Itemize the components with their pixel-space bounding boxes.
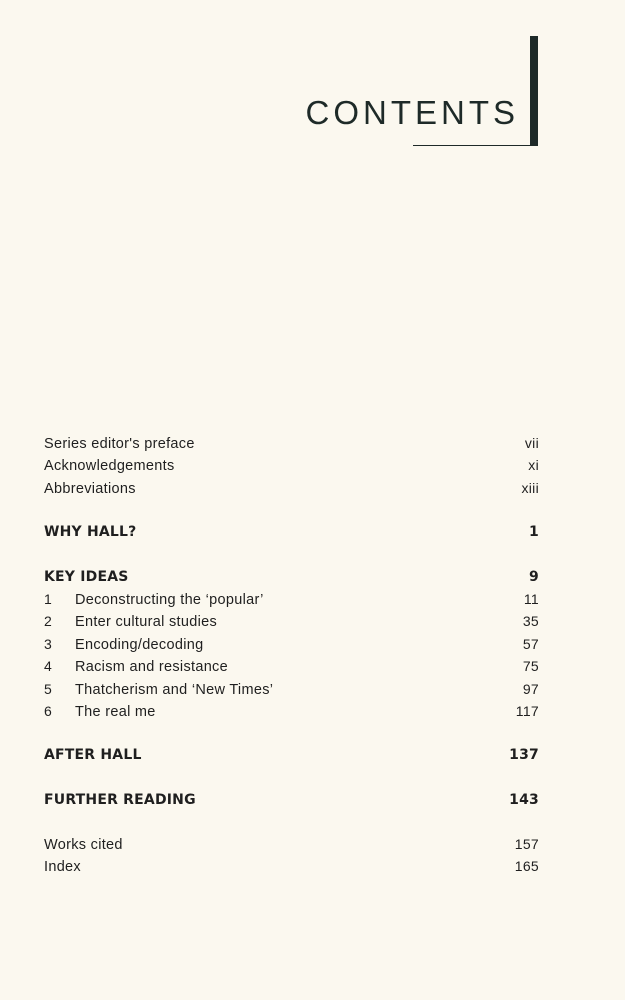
toc-section-page: 137 [509, 747, 539, 764]
toc-chapter-number: 2 [44, 613, 53, 630]
toc-entry-label: Abbreviations [44, 480, 136, 497]
toc-chapter-label: Racism and resistance [75, 659, 228, 676]
toc-entry-page: 165 [514, 858, 539, 875]
toc-entry-page: xiii [521, 479, 539, 496]
toc-entry-acknowledgements [44, 454, 539, 476]
toc-chapter-2 [44, 610, 539, 632]
toc-chapter-label: Thatcherism and ‘New Times’ [75, 681, 274, 698]
title-underline [413, 145, 533, 146]
toc-chapter-label: Deconstructing the ‘popular’ [75, 591, 264, 608]
toc-section-label: WHY HALL? [44, 524, 137, 541]
toc-entry-page: vii [524, 435, 539, 451]
toc-entry-label: Index [44, 859, 81, 876]
toc-chapter-number: 6 [44, 702, 53, 719]
toc-section-why-hall [44, 521, 539, 543]
toc-entry-label: Acknowledgements [44, 458, 175, 475]
toc-entry-label: Works cited [44, 837, 123, 854]
toc-chapter-page: 97 [522, 680, 539, 697]
toc-entry-page: xi [528, 457, 539, 474]
toc-section-label: AFTER HALL [44, 747, 142, 764]
toc-chapter-1 [44, 588, 539, 610]
toc-section-page: 1 [529, 524, 539, 541]
toc-entry-label: Series editor's preface [44, 436, 195, 452]
toc-chapter-label: Encoding/decoding [75, 636, 204, 653]
toc-section-after-hall [44, 744, 539, 766]
toc-chapter-number: 1 [44, 590, 53, 607]
toc-section-page: 9 [529, 568, 539, 585]
toc-chapter-page: 117 [515, 702, 539, 719]
toc-chapter-number: 4 [44, 658, 53, 675]
toc-section-further-reading [44, 789, 539, 811]
toc-entry-series-editors-preface [44, 432, 539, 454]
page-title: CONTENTS [305, 94, 519, 131]
toc-chapter-number: 3 [44, 635, 53, 652]
toc-section-label: KEY IDEAS [44, 568, 129, 585]
toc-section-page: 143 [509, 791, 539, 808]
toc-chapter-page: 35 [522, 613, 539, 630]
toc-chapter-4 [44, 655, 539, 677]
toc-entry-works-cited [44, 833, 539, 855]
title-vertical-bar [530, 36, 538, 146]
toc-chapter-page: 75 [522, 658, 539, 675]
table-of-contents [44, 432, 539, 878]
toc-chapter-number: 5 [44, 680, 53, 697]
toc-section-label: FURTHER READING [44, 791, 196, 808]
toc-chapter-page: 11 [523, 590, 539, 607]
toc-chapter-5 [44, 678, 539, 700]
toc-section-key-ideas [44, 566, 539, 588]
toc-entry-index [44, 855, 539, 877]
toc-chapter-label: Enter cultural studies [75, 614, 217, 631]
toc-chapter-6 [44, 700, 539, 722]
toc-entry-abbreviations [44, 477, 539, 499]
toc-entry-page: 157 [514, 836, 539, 853]
toc-chapter-label: The real me [75, 703, 156, 720]
toc-chapter-3 [44, 633, 539, 655]
toc-chapter-page: 57 [522, 635, 539, 652]
